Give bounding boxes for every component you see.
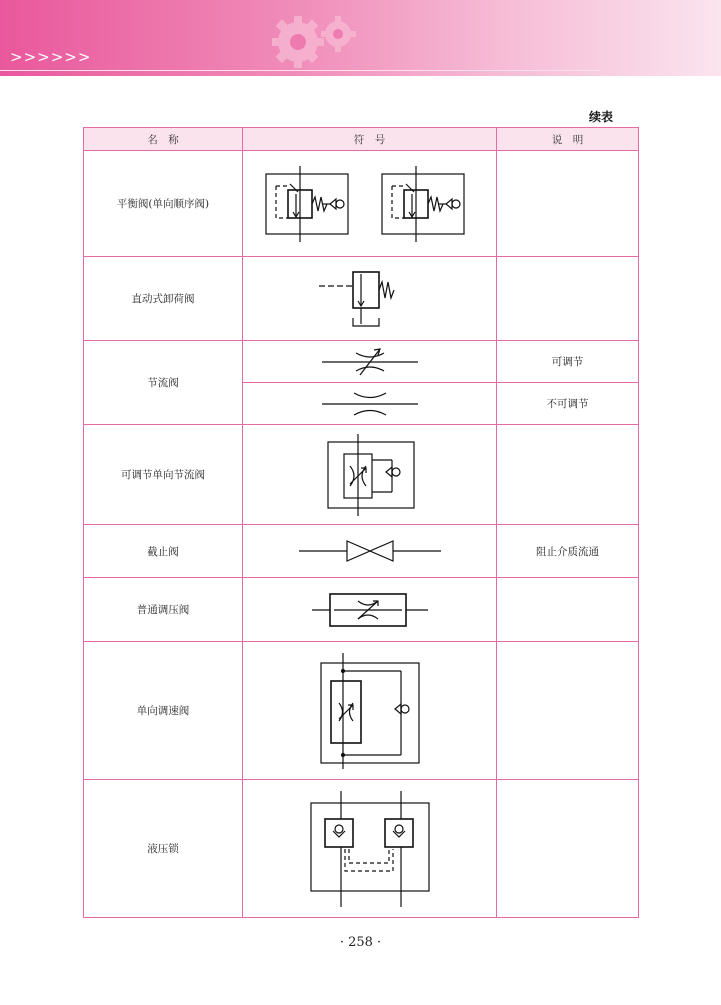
table-row — [84, 642, 639, 780]
table-row — [84, 151, 639, 257]
symbol-cell — [243, 383, 497, 425]
table-row — [84, 578, 639, 642]
row-note: 阻止介质流通 — [497, 525, 639, 578]
header-note: 说 明 — [497, 128, 639, 151]
header-rule — [0, 70, 600, 71]
valve-symbol-table — [83, 127, 639, 918]
row-note — [497, 642, 639, 780]
table-row — [84, 425, 639, 525]
table-row — [84, 780, 639, 918]
symbol-cell — [243, 341, 497, 383]
stop-valve-symbol — [297, 536, 443, 566]
direct-unloading-valve-symbol — [315, 264, 425, 334]
row-name: 平衡阀(单向顺序阀) — [84, 151, 243, 257]
row-note — [497, 151, 639, 257]
symbol-cell — [243, 525, 497, 578]
symbol-cell — [243, 257, 497, 341]
row-name: 单向调速阀 — [84, 642, 243, 780]
symbol-cell — [243, 425, 497, 525]
symbol-cell — [243, 151, 497, 257]
header-name: 名 称 — [84, 128, 243, 151]
symbol-cell — [243, 780, 497, 918]
row-name: 截止阀 — [84, 525, 243, 578]
gear-icon — [266, 8, 376, 72]
page-number: · 258 · — [339, 935, 382, 950]
table-header-row — [84, 128, 639, 151]
chevron-decoration: >>>>>> — [10, 48, 92, 66]
hydraulic-lock-symbol — [305, 789, 435, 909]
row-note: 不可调节 — [497, 383, 639, 425]
header-banner — [0, 0, 721, 76]
row-note — [497, 780, 639, 918]
row-note — [497, 257, 639, 341]
table-row — [84, 525, 639, 578]
row-note — [497, 425, 639, 525]
pressure-regulating-valve-symbol — [310, 590, 430, 630]
table-row — [84, 257, 639, 341]
table-row — [84, 341, 639, 383]
symbol-cell — [243, 578, 497, 642]
row-note: 可调节 — [497, 341, 639, 383]
header-symbol: 符 号 — [243, 128, 497, 151]
continued-label: 续表 — [588, 110, 613, 124]
throttle-valve-adjustable-symbol — [320, 345, 420, 379]
row-name: 直动式卸荷阀 — [84, 257, 243, 341]
check-speed-control-valve-symbol — [315, 651, 425, 771]
symbol-cell — [243, 642, 497, 780]
row-name: 普通调压阀 — [84, 578, 243, 642]
row-name: 节流阀 — [84, 341, 243, 425]
adjustable-check-throttle-valve-symbol — [320, 432, 420, 518]
row-name: 液压锁 — [84, 780, 243, 918]
throttle-valve-fixed-symbol — [320, 387, 420, 421]
row-name: 可调节单向节流阀 — [84, 425, 243, 525]
balance-valve-symbol — [260, 164, 480, 244]
row-note — [497, 578, 639, 642]
